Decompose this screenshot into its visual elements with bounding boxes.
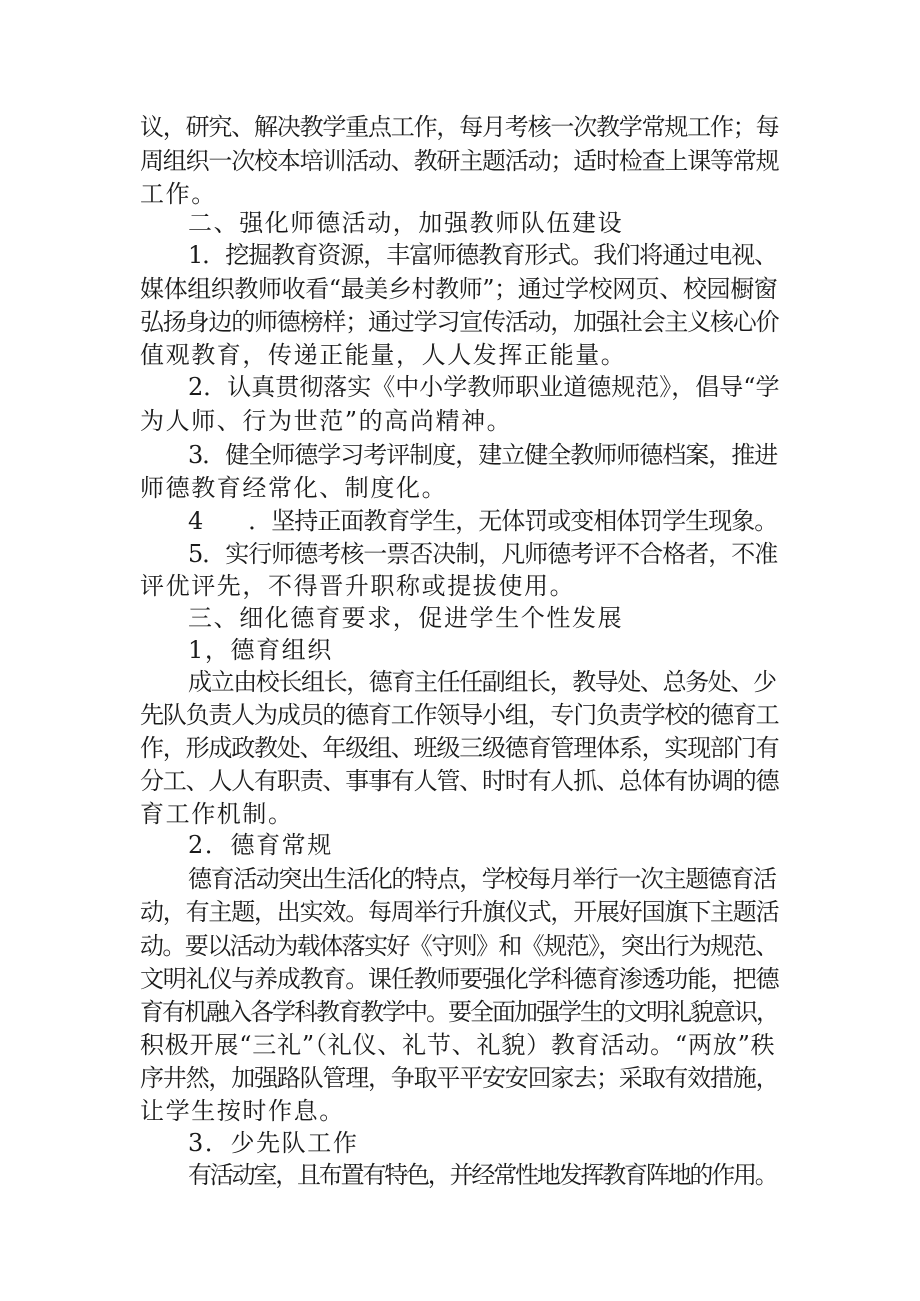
subsection-heading: 2．德育常规 <box>188 831 333 859</box>
paragraph-line: 媒体组织教师收看“最美乡村教师”；通过学校网页、校园橱窗 <box>140 275 778 303</box>
paragraph-line: 1．挖掘教育资源，丰富师德教育形式。我们将通过电视、 <box>188 241 778 269</box>
paragraph-line: 评优评先，不得晋升职称或提拔使用。 <box>140 572 576 600</box>
paragraph-line: 育有机融入各学科教育教学中。要全面加强学生的文明礼貌意识， <box>140 998 778 1026</box>
paragraph-line: 师德教育经常化、制度化。 <box>140 474 448 502</box>
paragraph-line: 德育活动突出生活化的特点，学校每月举行一次主题德育活 <box>188 865 776 893</box>
paragraph-line: 让学生按时作息。 <box>140 1097 345 1125</box>
paragraph-line: 值观教育，传递正能量，人人发挥正能量。 <box>140 341 627 369</box>
paragraph-line: 作，形成政教处、年级组、班级三级德育管理体系，实现部门有 <box>140 734 779 762</box>
paragraph-line: 积极开展“三礼”（礼仪、礼节、礼貌）教育活动。“两放”秩 <box>140 1031 776 1059</box>
paragraph-line: 有活动室，且布置有特色，并经常性地发挥教育阵地的作用。 <box>188 1161 777 1189</box>
paragraph-line: 弘扬身边的师德榜样；通过学习宣传活动，加强社会主义核心价 <box>140 308 779 336</box>
paragraph-line: 先队负责人为成员的德育工作领导小组，专门负责学校的德育工 <box>140 701 779 729</box>
paragraph-line: 议，研究、解决教学重点工作，每月考核一次教学常规工作；每 <box>140 113 779 141</box>
paragraph-line: 动。要以活动为载体落实好《守则》和《规范》，突出行为规范、 <box>140 932 778 960</box>
paragraph-line: 3．健全师德学习考评制度，建立健全教师师德档案，推进 <box>188 441 778 469</box>
paragraph-line: 育工作机制。 <box>140 800 294 828</box>
section-heading: 二、强化师德活动，加强教师队伍建设 <box>188 209 624 237</box>
paragraph-line: 为人师、行为世范”的高尚精神。 <box>140 407 513 435</box>
paragraph-line: 成立由校长组长，德育主任任副组长，教导处、总务处、少 <box>188 668 776 696</box>
paragraph-line: 文明礼仪与养成教育。课任教师要强化学科德育渗透功能，把德 <box>140 965 779 993</box>
subsection-heading: 3．少先队工作 <box>188 1129 359 1157</box>
section-heading: 三、细化德育要求，促进学生个性发展 <box>188 604 624 632</box>
paragraph-line: 2．认真贯彻落实《中小学教师职业道德规范》，倡导“学 <box>188 373 780 401</box>
paragraph-line: 周组织一次校本培训活动、教研主题活动；适时检查上课等常规 <box>140 147 779 175</box>
paragraph-line: 5．实行师德考核一票否决制，凡师德考评不合格者，不准 <box>188 540 778 568</box>
subsection-heading: 1，德育组织 <box>188 636 333 664</box>
paragraph-line: 动，有主题，出实效。每周举行升旗仪式，开展好国旗下主题活 <box>140 898 779 926</box>
paragraph-line: 分工、人人有职责、事事有人管、时时有人抓、总体有协调的德 <box>140 767 779 795</box>
paragraph-line: 工作。 <box>140 180 217 208</box>
paragraph-line: 4 ．坚持正面教育学生，无体罚或变相体罚学生现象。 <box>188 507 778 535</box>
paragraph-line: 序井然，加强路队管理，争取平平安安回家去；采取有效措施， <box>140 1064 779 1092</box>
